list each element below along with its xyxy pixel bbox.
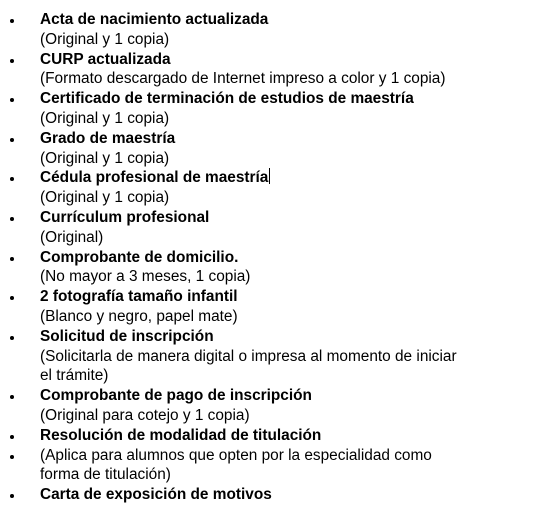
item-note-line [0, 406, 533, 426]
bullet-icon [8, 129, 18, 149]
list-item [0, 248, 533, 268]
bullet-icon [8, 50, 18, 70]
item-note: (Original y 1 copia) [40, 189, 170, 207]
item-note: forma de titulación) [40, 466, 171, 484]
list-item [0, 50, 533, 70]
item-title: Grado de maestría [40, 129, 176, 147]
item-title: Resolución de modalidad de titulación [40, 426, 322, 444]
list-item [0, 168, 533, 188]
item-note: (No mayor a 3 meses, 1 copia) [40, 268, 251, 286]
item-note: el trámite) [40, 367, 109, 385]
item-note: (Original y 1 copia) [40, 149, 170, 167]
item-note: (Original y 1 copia) [40, 109, 170, 127]
item-note: (Blanco y negro, papel mate) [40, 307, 238, 325]
list-item [0, 386, 533, 406]
item-note-line [0, 228, 533, 248]
item-note-line [0, 465, 533, 485]
item-note: (Original y 1 copia) [40, 30, 170, 48]
item-note: (Formato descargado de Internet impreso a color y 1 copia) [40, 70, 446, 88]
item-note: (Original) [40, 228, 104, 246]
bullet-icon [8, 168, 18, 188]
bullet-icon [8, 89, 18, 109]
bullet-icon [8, 426, 18, 446]
list-item [0, 287, 533, 307]
item-title: Comprobante de domicilio. [40, 248, 239, 266]
item-title: Acta de nacimiento actualizada [40, 11, 269, 28]
bullet-icon [8, 446, 18, 466]
bullet-icon [8, 248, 18, 268]
item-note-line [0, 188, 533, 208]
item-note-line [0, 347, 533, 367]
list-item [0, 10, 533, 30]
list-item [0, 426, 533, 446]
item-note-line [0, 109, 533, 129]
bullet-icon [8, 327, 18, 347]
requirements-document [0, 10, 533, 505]
list-item [0, 129, 533, 149]
item-note: (Original para cotejo y 1 copia) [40, 406, 250, 424]
list-item [0, 485, 533, 505]
item-note-line [0, 366, 533, 386]
item-note-line [0, 69, 533, 89]
list-item [0, 89, 533, 109]
item-title: Currículum profesional [40, 208, 210, 226]
item-title: 2 fotografía tamaño infantil [40, 288, 238, 306]
bullet-icon [8, 10, 18, 30]
bullet-icon [8, 485, 18, 505]
list-item [0, 327, 533, 347]
item-note-line [0, 307, 533, 327]
item-note-line [0, 446, 533, 466]
item-note: (Solicitarla de manera digital o impresa al momento de iniciar [40, 347, 457, 365]
item-title: CURP actualizada [40, 50, 171, 68]
item-title: Certificado de terminación de estudios de maestría [40, 90, 414, 108]
item-title: Comprobante de pago de inscripción [40, 387, 312, 405]
item-note: (Aplica para alumnos que opten por la especialidad como [40, 446, 432, 464]
item-note-line [0, 149, 533, 169]
item-note-line [0, 30, 533, 50]
bullet-icon [8, 208, 18, 228]
list-item [0, 208, 533, 228]
bullet-icon [8, 287, 18, 307]
item-note-line [0, 267, 533, 287]
item-title: Carta de exposición de motivos [40, 486, 272, 504]
item-title: Cédula profesional de maestría [40, 169, 269, 187]
bullet-icon [8, 386, 18, 406]
item-title: Solicitud de inscripción [40, 327, 214, 345]
text-cursor [269, 168, 270, 184]
